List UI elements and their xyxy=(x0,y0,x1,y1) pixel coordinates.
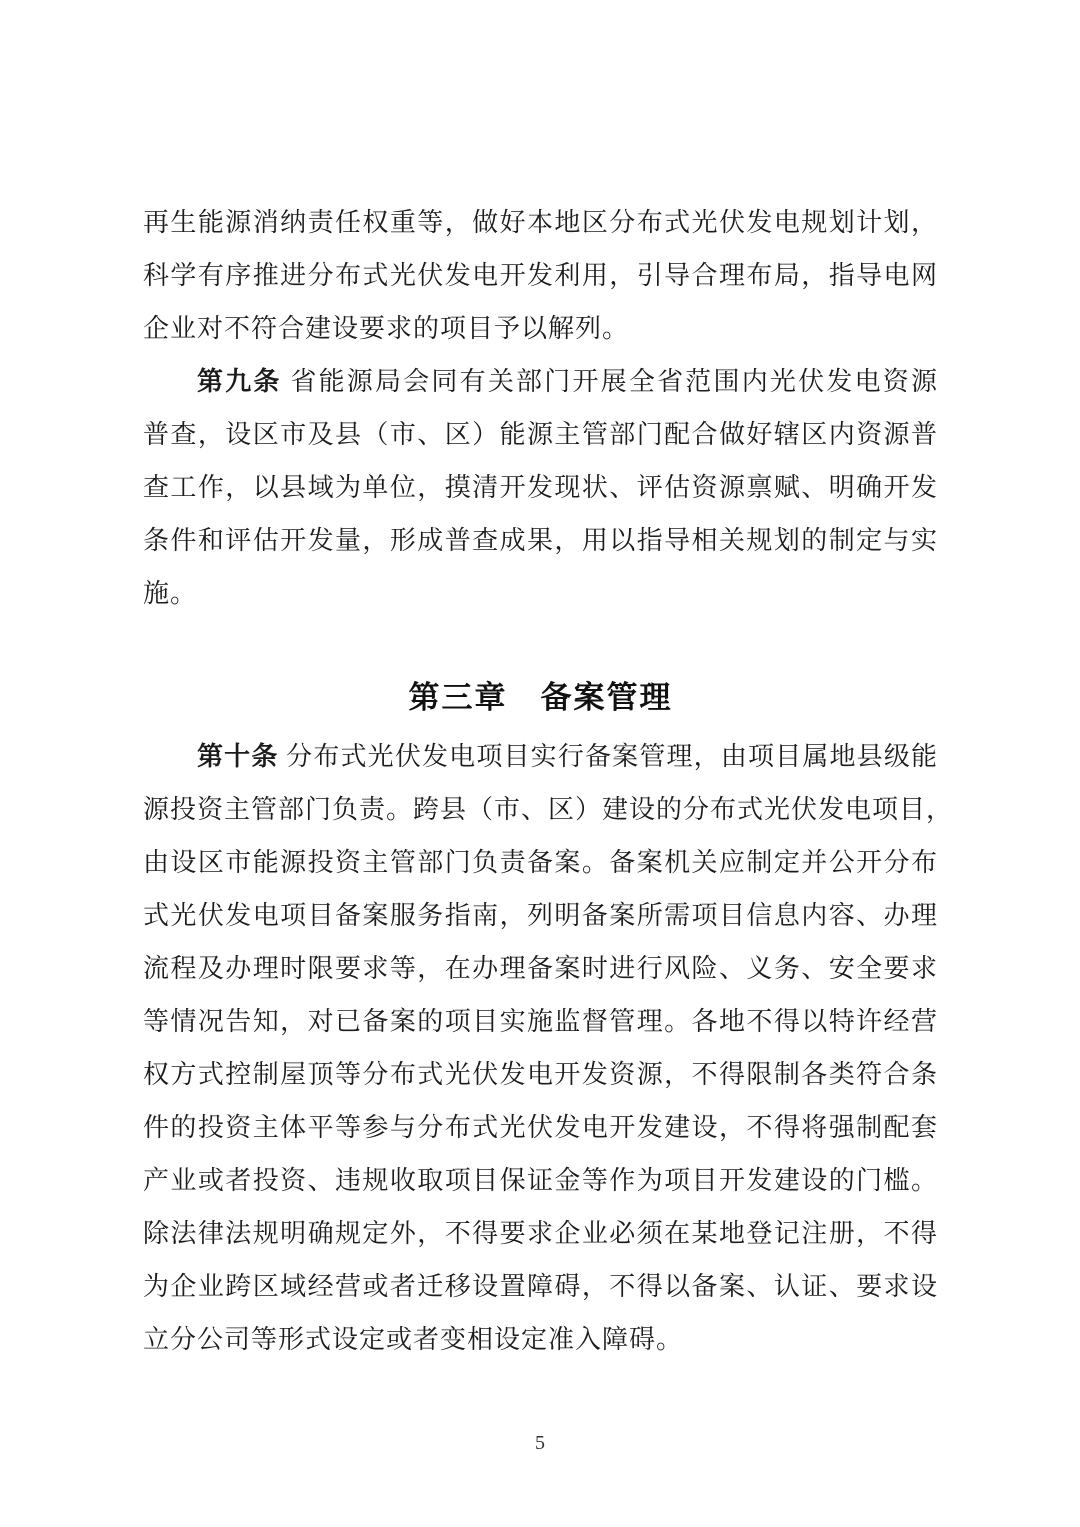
text-line: 等情况告知，对已备案的项目实施监督管理。各地不得以特许经营 xyxy=(143,1007,938,1036)
text-line: 科学有序推进分布式光伏发电开发利用，引导合理布局，指导电网 xyxy=(143,261,938,290)
paragraph xyxy=(143,196,938,355)
text-line: 除法律法规明确规定外，不得要求企业必须在某地登记注册，不得 xyxy=(143,1219,938,1248)
chapter-heading: 第三章 备案管理 xyxy=(408,680,673,715)
text-line: 再生能源消纳责任权重等，做好本地区分布式光伏发电规划计划， xyxy=(143,208,938,237)
text-line: 企业对不符合建设要求的项目予以解列。 xyxy=(143,314,630,343)
page-number: 5 xyxy=(535,1432,545,1454)
paragraph xyxy=(143,355,938,620)
text-line: 由设区市能源投资主管部门负责备案。备案机关应制定并公开分布 xyxy=(143,848,938,877)
text-line: 权方式控制屋顶等分布式光伏发电开发资源，不得限制各类符合条 xyxy=(143,1060,938,1089)
text-line: 施。 xyxy=(143,579,198,608)
text-line: 立分公司等形式设定或者变相设定准入障碍。 xyxy=(143,1325,684,1354)
text-line: 查工作，以县域为单位，摸清开发现状、评估资源禀赋、明确开发 xyxy=(143,473,938,502)
text-line: 第十条 分布式光伏发电项目实行备案管理，由项目属地县级能 xyxy=(197,741,938,771)
paragraph xyxy=(143,730,954,1366)
document-body xyxy=(143,196,954,1366)
text-line: 为企业跨区域经营或者迁移设置障碍，不得以备案、认证、要求设 xyxy=(143,1272,938,1301)
article-number-label: 第九条 xyxy=(197,366,282,396)
text-line: 普查，设区市及县（市、区）能源主管部门配合做好辖区内资源普 xyxy=(143,420,938,449)
text-line: 产业或者投资、违规收取项目保证金等作为项目开发建设的门槛。 xyxy=(143,1166,938,1195)
article-number-label: 第十条 xyxy=(197,741,279,771)
text-line: 源投资主管部门负责。跨县（市、区）建设的分布式光伏发电项目， xyxy=(143,795,954,824)
text-line: 条件和评估开发量，形成普查成果，用以指导相关规划的制定与实 xyxy=(143,526,938,555)
text-line: 第九条 省能源局会同有关部门开展全省范围内光伏发电资源 xyxy=(197,366,938,396)
text-line: 流程及办理时限要求等，在办理备案时进行风险、义务、安全要求 xyxy=(143,954,938,983)
text-line: 件的投资主体平等参与分布式光伏发电开发建设，不得将强制配套 xyxy=(143,1113,938,1142)
text-line: 式光伏发电项目备案服务指南，列明备案所需项目信息内容、办理 xyxy=(143,901,938,930)
